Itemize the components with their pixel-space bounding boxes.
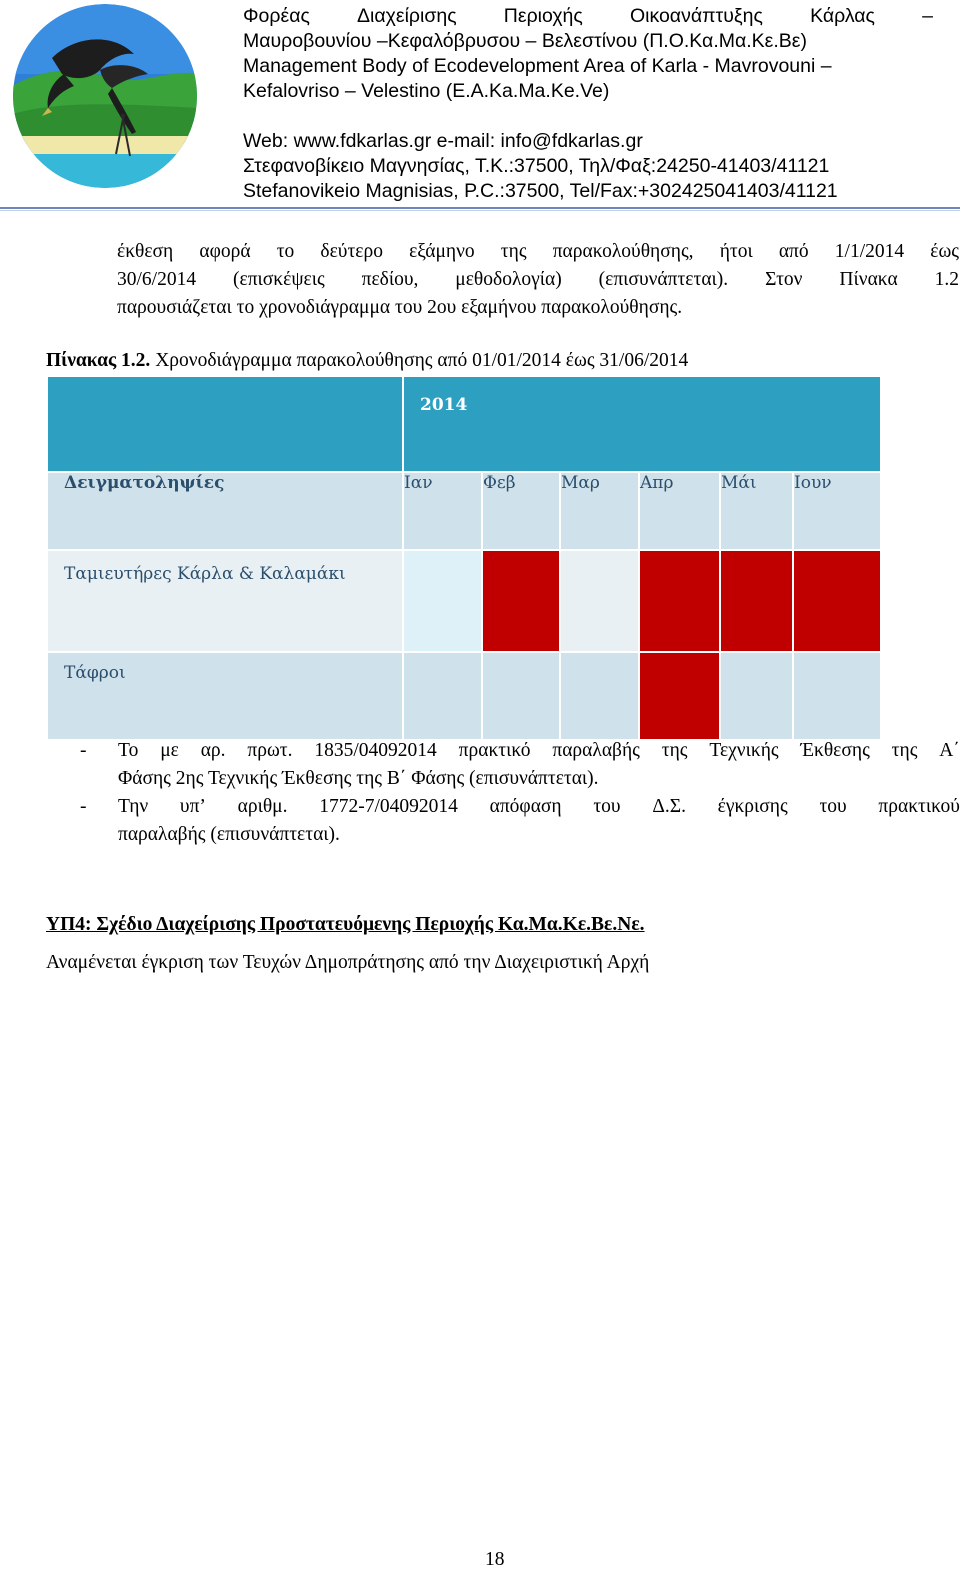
list-item: - Το με αρ. πρωτ. 1835/04092014 πρακτικό παραλαβής της Τεχνικής Έκθεσης της Α΄ Φάσης 2ης Τεχνικής Έκθεσης της Β΄ Φάσης (επισυνάπτεται). (80, 740, 960, 789)
schedule-table (46, 375, 882, 741)
sampling-header: Δειγματοληψίες (47, 472, 403, 550)
header-line-1: Φορέας Διαχείρισης Περιοχής Οικοανάπτυξης Κάρλας – (243, 5, 933, 27)
header-line-2: Μαυροβουνίου –Κεφαλόβρυσου – Βελεστίνου (Π.Ο.Κα.Μα.Κε.Βε) (243, 30, 807, 52)
section-text-yp4: Αναμένεται έγκριση των Τευχών Δημοπράτησης από την Διαχειριστική Αρχή (46, 952, 650, 973)
schedule-cell (639, 652, 720, 740)
header-line-4: Kefalovriso – Velestino (E.A.Ka.Ma.Ke.Ve) (243, 80, 610, 102)
table-row (47, 652, 881, 740)
schedule-header-row (47, 472, 881, 550)
table-caption-label: Πίνακας 1.2. (46, 350, 151, 371)
intro-paragraph: έκθεση αφορά το δεύτερο εξάμηνο της παρακολούθησης, ήτοι από 1/1/2014 έως 30/6/2014 (επισκέψεις πεδίου, μεθοδολογία) (επισυνάπτεται). Στον Πίνακα 1.2 παρουσιάζεται το χρονοδιάγραμμα του 2ου εξαμήνου παρακολούθησης. (117, 241, 959, 318)
month-may: Μάι (720, 472, 793, 550)
schedule-cell (639, 550, 720, 652)
schedule-year: 2014 (403, 376, 881, 472)
header-address-english: Stefanovikeio Magnisias, P.C.:37500, Tel/Fax:+302425041403/41121 (243, 180, 838, 202)
row-label-reservoirs: Ταμιευτήρες Κάρλα & Καλαμάκι (47, 550, 403, 652)
schedule-cell (482, 652, 560, 740)
schedule-cell (482, 550, 560, 652)
month-apr: Απρ (639, 472, 720, 550)
schedule-cell (720, 652, 793, 740)
section-heading-yp4: ΥΠ4: Σχέδιο Διαχείρισης Προστατευόμενης Περιοχής Κα.Μα.Κε.Βε.Νε. (46, 914, 645, 935)
header-line-3: Management Body of Ecodevelopment Area of Karla - Mavrovouni – (243, 55, 832, 77)
list-item: - Την υπ’ αριθμ. 1772-7/04092014 απόφαση του Δ.Σ. έγκρισης του πρακτικού παραλαβής (επισυνάπτεται). (80, 796, 960, 845)
table-caption-text: Χρονοδιάγραμμα παρακολούθησης από 01/01/2014 έως 31/06/2014 (150, 350, 689, 371)
row-label-ditches: Τάφροι (47, 652, 403, 740)
month-jan: Ιαν (403, 472, 482, 550)
month-mar: Μαρ (560, 472, 639, 550)
schedule-cell (793, 550, 881, 652)
schedule-cell (403, 550, 482, 652)
letterhead (243, 4, 933, 204)
month-jun: Ιουν (793, 472, 881, 550)
header-address-greek: Στεφανοβίκειο Μαγνησίας, Τ.Κ.:37500, Τηλ/Φαξ:24250-41403/41121 (243, 155, 830, 177)
table-row (47, 550, 881, 652)
table-caption (46, 348, 688, 374)
page-number: 18 (485, 1549, 505, 1570)
attachments-list (80, 737, 960, 849)
header-divider (0, 207, 960, 209)
header-web-email: Web: www.fdkarlas.gr e-mail: info@fdkarlas.gr (243, 130, 643, 152)
schedule-year-row (47, 376, 881, 472)
schedule-cell (560, 550, 639, 652)
month-feb: Φεβ (482, 472, 560, 550)
schedule-cell (403, 652, 482, 740)
schedule-cell (560, 652, 639, 740)
schedule-cell (793, 652, 881, 740)
schedule-cell (720, 550, 793, 652)
heron-logo (12, 4, 198, 188)
header-divider-light (0, 210, 960, 211)
